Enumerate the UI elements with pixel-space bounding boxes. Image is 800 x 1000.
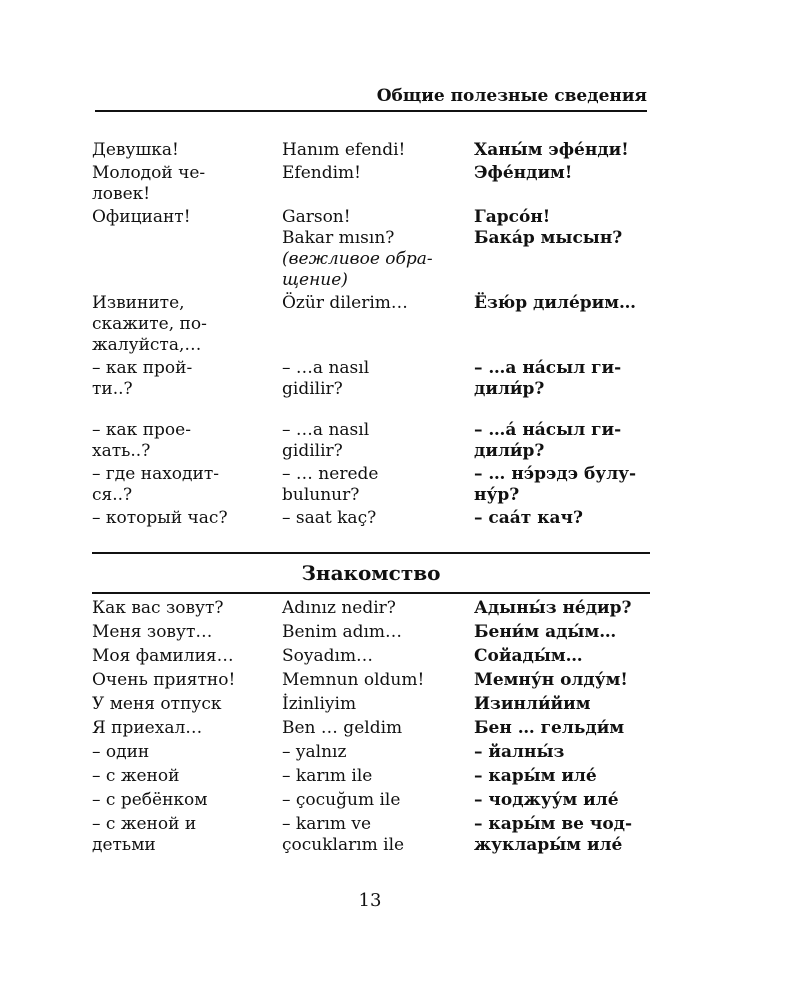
phrase-row [92, 742, 652, 763]
turkish-text: – yalnız [282, 742, 347, 762]
turkish-text: İzinliyim [282, 694, 357, 714]
turkish-text: gidilir? [282, 441, 343, 461]
transcription-text: Изинли́йим [474, 694, 591, 714]
transcription-text: Гарсо́н! [474, 207, 551, 227]
phrase-row [92, 358, 652, 400]
phrase-row [92, 140, 652, 161]
transcription-cell [474, 598, 652, 619]
turkish-text: – …a nasıl [282, 358, 370, 378]
russian-text: Официант! [92, 207, 191, 227]
russian-text: детьми [92, 835, 156, 855]
phrase-row [92, 464, 652, 506]
turkish-text: – karım ile [282, 766, 373, 786]
turkish-cell [282, 140, 474, 161]
transcription-text: – чоджуу́м иле́ [474, 790, 619, 810]
transcription-cell [474, 742, 652, 763]
transcription-text: Бени́м ады́м… [474, 622, 617, 642]
russian-cell [92, 207, 282, 291]
transcription-cell [474, 207, 652, 291]
transcription-cell [474, 766, 652, 787]
phrase-row [92, 622, 652, 643]
turkish-text: Memnun oldum! [282, 670, 425, 690]
transcription-cell [474, 718, 652, 739]
phrase-table-general [92, 140, 652, 531]
usage-note: щение) [282, 270, 348, 290]
russian-text: скажите, по- [92, 314, 207, 334]
turkish-text: Adınız nedir? [282, 598, 396, 618]
transcription-text: – … нэ́рэдэ булу- [474, 464, 637, 484]
russian-text: Извините, [92, 293, 185, 313]
transcription-cell [474, 790, 652, 811]
phrase-row [92, 814, 652, 856]
transcription-cell [474, 420, 652, 462]
turkish-text: – saat kaç? [282, 508, 377, 528]
russian-cell [92, 293, 282, 356]
russian-text: ловек! [92, 184, 151, 204]
russian-cell [92, 646, 282, 667]
russian-cell [92, 622, 282, 643]
russian-text: Очень приятно! [92, 670, 236, 690]
russian-text: – где находит- [92, 464, 219, 484]
turkish-cell [282, 163, 474, 205]
turkish-cell [282, 718, 474, 739]
turkish-text: – …a nasıl [282, 420, 370, 440]
phrase-row [92, 790, 652, 811]
russian-text: – как прое- [92, 420, 191, 440]
turkish-text: – çocuğum ile [282, 790, 401, 810]
russian-text: Я приехал… [92, 718, 203, 738]
turkish-cell [282, 207, 474, 291]
turkish-cell [282, 420, 474, 462]
russian-text: – с ребёнком [92, 790, 208, 810]
transcription-cell [474, 622, 652, 643]
running-head: Общие полезные сведения [95, 84, 647, 112]
transcription-text: дили́р? [474, 379, 545, 399]
russian-text: – с женой и [92, 814, 197, 834]
transcription-text: дили́р? [474, 441, 545, 461]
russian-text: – с женой [92, 766, 180, 786]
phrase-row [92, 694, 652, 715]
turkish-text: Özür dilerim… [282, 293, 408, 313]
phrase-row [92, 420, 652, 462]
page-number: 13 [358, 890, 382, 911]
russian-cell [92, 464, 282, 506]
transcription-cell [474, 694, 652, 715]
phrase-row [92, 646, 652, 667]
transcription-text: – …а на́сыл ги- [474, 358, 622, 378]
turkish-cell [282, 622, 474, 643]
russian-cell [92, 766, 282, 787]
phrase-row [92, 598, 652, 619]
transcription-text: Мемну́н олду́м! [474, 670, 628, 690]
turkish-cell [282, 814, 474, 856]
turkish-text: bulunur? [282, 485, 360, 505]
turkish-cell [282, 358, 474, 400]
russian-cell [92, 140, 282, 161]
transcription-text: – саа́т кач? [474, 508, 583, 528]
phrase-row [92, 163, 652, 205]
turkish-cell [282, 670, 474, 691]
russian-cell [92, 742, 282, 763]
russian-text: Моя фамилия… [92, 646, 234, 666]
russian-text: Девушка! [92, 140, 179, 160]
turkish-cell [282, 293, 474, 356]
russian-text: ти..? [92, 379, 133, 399]
russian-text: – один [92, 742, 150, 762]
turkish-cell [282, 598, 474, 619]
russian-text: – который час? [92, 508, 228, 528]
turkish-text: Hanım efendi! [282, 140, 406, 160]
russian-cell [92, 508, 282, 529]
transcription-text: Бен … гельди́м [474, 718, 625, 738]
transcription-text: Ханы́м эфе́нди! [474, 140, 629, 160]
turkish-text: Garson! [282, 207, 351, 227]
transcription-cell [474, 670, 652, 691]
turkish-text: Bakar mısın? [282, 228, 395, 248]
transcription-cell [474, 464, 652, 506]
russian-cell [92, 420, 282, 462]
turkish-cell [282, 508, 474, 529]
transcription-text: Сойады́м… [474, 646, 583, 666]
russian-cell [92, 598, 282, 619]
turkish-text: Ben … geldim [282, 718, 403, 738]
russian-text: жалуйста,… [92, 335, 202, 355]
transcription-text: – …а́ на́сыл ги- [474, 420, 622, 440]
russian-cell [92, 670, 282, 691]
transcription-cell [474, 508, 652, 529]
transcription-cell [474, 358, 652, 400]
turkish-text: – karım ve [282, 814, 372, 834]
turkish-text: çocuklarım ile [282, 835, 405, 855]
transcription-text: – кары́м иле́ [474, 766, 597, 786]
russian-text: – как прой- [92, 358, 193, 378]
russian-cell [92, 358, 282, 400]
transcription-text: Эфе́ндим! [474, 163, 573, 183]
russian-cell [92, 790, 282, 811]
phrase-row [92, 766, 652, 787]
transcription-cell [474, 293, 652, 356]
phrase-row [92, 718, 652, 739]
transcription-text: Адыны́з не́дир? [474, 598, 632, 618]
turkish-cell [282, 646, 474, 667]
russian-cell [92, 694, 282, 715]
turkish-cell [282, 766, 474, 787]
turkish-cell [282, 742, 474, 763]
russian-text: Меня зовут… [92, 622, 213, 642]
phrase-row [92, 293, 652, 356]
transcription-text: ну́р? [474, 485, 520, 505]
transcription-cell [474, 163, 652, 205]
russian-text: Молодой че- [92, 163, 206, 183]
phrase-row [92, 508, 652, 529]
turkish-text: Benim adım… [282, 622, 403, 642]
transcription-text: жуклары́м иле́ [474, 835, 623, 855]
usage-note: (вежливое обра- [282, 249, 433, 269]
transcription-cell [474, 140, 652, 161]
russian-text: хать..? [92, 441, 151, 461]
turkish-text: Soyadım… [282, 646, 374, 666]
phrase-table-acquaintance [92, 598, 652, 859]
russian-cell [92, 718, 282, 739]
transcription-text: Ёзю́р диле́рим… [474, 293, 637, 313]
transcription-text: – кары́м ве чод- [474, 814, 633, 834]
section-title: Знакомство [92, 552, 650, 594]
phrase-row [92, 207, 652, 291]
transcription-text: – йалны́з [474, 742, 565, 762]
russian-cell [92, 163, 282, 205]
turkish-text: – … nerede [282, 464, 379, 484]
turkish-cell [282, 790, 474, 811]
russian-text: Как вас зовут? [92, 598, 224, 618]
phrase-row [92, 670, 652, 691]
transcription-text: Бака́р мысын? [474, 228, 623, 248]
transcription-cell [474, 646, 652, 667]
turkish-text: gidilir? [282, 379, 343, 399]
russian-cell [92, 814, 282, 856]
russian-text: У меня отпуск [92, 694, 222, 714]
transcription-cell [474, 814, 652, 856]
turkish-cell [282, 464, 474, 506]
russian-text: ся..? [92, 485, 133, 505]
turkish-text: Efendim! [282, 163, 361, 183]
turkish-cell [282, 694, 474, 715]
